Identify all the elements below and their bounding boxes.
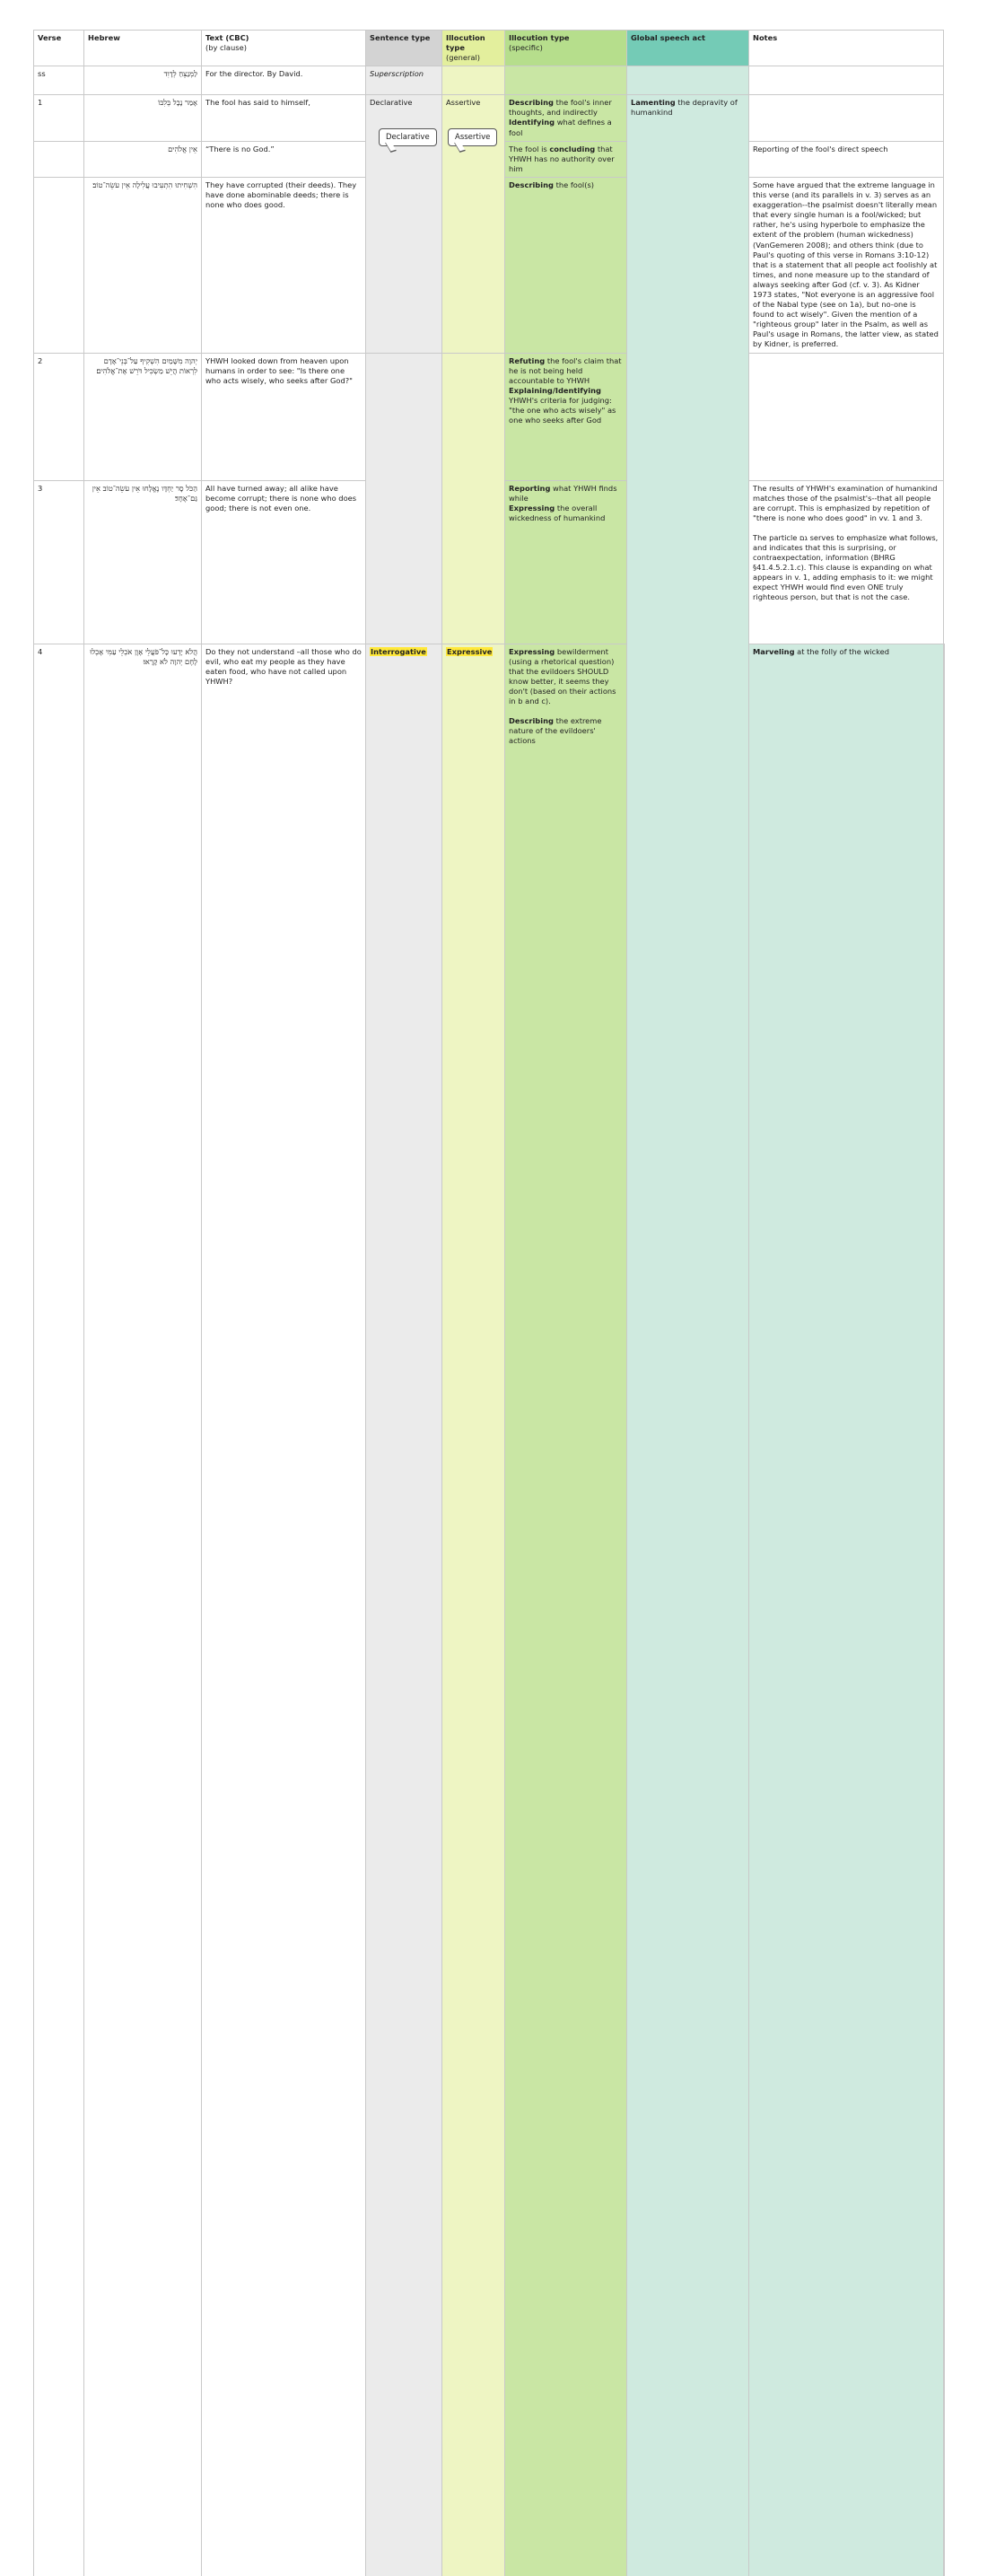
hebrew-cell: הַכֹּל סָר יַחְדָּו נֶאֱלָחוּ אֵין עֹשֵׂה־טוֹב אֵין גַּם־אֶחָד׃	[84, 480, 202, 644]
global-speech-act-cell	[749, 644, 944, 2576]
notes-paragraph: The particle גם serves to emphasize what follows, and indicates that this is surprising, or contraexpectation, information (BHRG §41.4.5.2.1.c). This clause is expanding on what appears in v. 1, adding emphasis to it: we might expect YHWH would find even ONE truly righteous person, but that is not the case.	[753, 532, 939, 602]
global-text: at the folly of the wicked	[794, 646, 889, 656]
specific-verb: concluding	[549, 144, 596, 153]
specific-verb: Identifying	[509, 118, 555, 127]
specific-text: what YHWH finds while	[509, 483, 617, 503]
header-text	[202, 31, 366, 66]
illocution-general-cell	[442, 353, 505, 644]
global-speech-act-cell	[627, 95, 749, 2576]
specific-text: the fool's claim that he is not being held accountable to YHWH	[509, 355, 622, 385]
table-row	[34, 66, 945, 95]
specific-verb: Describing	[509, 98, 554, 108]
header-row	[34, 31, 945, 66]
specific-verb: Expressing	[509, 503, 555, 513]
global-speech-act-cell	[627, 66, 749, 95]
specific-text: the extreme nature of the evildoers' actions	[509, 716, 602, 746]
speech-act-table	[33, 30, 945, 2576]
global-verb: Marveling	[753, 646, 795, 656]
header-illocution-general-sub: (general)	[446, 53, 481, 63]
text-cell: Do they not understand –all those who do evil, who eat my people as they have eaten food, who have not called upon YHWH?	[202, 644, 366, 2576]
header-notes: Notes	[749, 31, 944, 66]
sentence-type-cell: Declarative	[366, 95, 442, 353]
verse-cell: ss	[34, 66, 84, 95]
text-cell: For the director. By David.	[202, 66, 366, 95]
highlighted-value: Interrogative	[371, 646, 426, 656]
text-cell: They have corrupted (their deeds). They have done abominable deeds; there is none who does good.	[202, 177, 366, 353]
notes-cell	[749, 353, 944, 480]
notes-cell	[749, 95, 944, 141]
verse-cell: 1	[34, 95, 84, 141]
text-cell: “There is no God.”	[202, 141, 366, 177]
text-cell: All have turned away; all alike have become corrupt; there is none who does good; there is not even one.	[202, 480, 366, 644]
header-illocution-specific	[505, 31, 627, 66]
global-text: the depravity of humankind	[631, 98, 738, 118]
specific-paragraph	[509, 716, 623, 746]
assertive-comment-bubble: Assertive	[448, 128, 497, 146]
hebrew-cell: יְהוָה מִשָּׁמַיִם הִשְׁקִיף עַל־בְּנֵי־אָדָם לִרְאוֹת הֲיֵשׁ מַשְׂכִּיל דֹּרֵשׁ אֶת־אֱלֹהִים׃	[84, 353, 202, 480]
verse-cell: 4	[34, 644, 84, 2576]
notes-cell: Reporting of the fool's direct speech	[749, 141, 944, 177]
illocution-specific-cell	[505, 66, 627, 95]
illocution-general-cell	[442, 66, 505, 95]
header-text-label: Text (CBC)	[205, 33, 249, 42]
notes-paragraph: The results of YHWH's examination of humankind matches those of the psalmist's--that all people are corrupt. This is emphasized by repetition of "there is none who does good" in vv. 1 and 3.	[753, 483, 938, 522]
notes-cell	[749, 66, 944, 95]
header-illocution-specific-label: Illocution type	[509, 33, 570, 42]
sentence-type-cell	[366, 644, 442, 2576]
illocution-specific-cell	[505, 95, 627, 141]
illocution-specific-cell	[505, 141, 627, 177]
header-illocution-general	[442, 31, 505, 66]
highlighted-value: Expressive	[447, 646, 493, 656]
specific-verb: Describing	[509, 180, 554, 189]
notes-cell: Some have argued that the extreme language in this verse (and its parallels in v. 3) serves as an exaggeration--the psalmist doesn't literally mean that every single human is a fool/wicked; but rather, he's using hyperbole to emphasize the extent of the problem (human wickedness) (VanGemeren 2008); and others think (due to Paul's quoting of this verse in Romans 3:10-12) that is a statement that all people act foolishly at times, and none measure up to the standard of always seeking after God (cf. v. 3). As Kidner 1973 states, "Not everyone is an aggressive fool of the Nabal type (see on 1a), but no-one is found to act wisely". Given the mention of a "righteous group" later in the Psalm, as well as Paul's usage in Romans, the latter view, as stated by Kidner, is preferred.	[749, 177, 944, 353]
header-sentence-type: Sentence type	[366, 31, 442, 66]
header-global-speech-act: Global speech act	[627, 31, 749, 66]
header-text-sub: (by clause)	[205, 43, 247, 53]
global-verb: Lamenting	[631, 98, 676, 108]
hebrew-cell: הִשְׁחִיתוּ הִתְעִיבוּ עֲלִילָה אֵין עֹשֵׂה־טוֹב׃	[84, 177, 202, 353]
specific-text: the fool(s)	[553, 180, 595, 189]
text-cell: The fool has said to himself,	[202, 95, 366, 141]
specific-text: YHWH's criteria for judging: "the one who acts wisely" as one who seeks after God	[509, 395, 616, 425]
specific-verb: Describing	[509, 716, 554, 726]
verse-cell	[34, 141, 84, 177]
specific-text: the fool's inner thoughts, and indirectly	[509, 98, 612, 118]
specific-text: what defines a fool	[509, 118, 612, 137]
verse-cell: 2	[34, 353, 84, 480]
illocution-specific-cell	[505, 480, 627, 644]
verse-cell	[34, 177, 84, 353]
specific-text: The fool is	[509, 144, 550, 153]
text-cell: YHWH looked down from heaven upon humans in order to see: "Is there one who acts wisely, who seeks after God?"	[202, 353, 366, 480]
table-row	[34, 353, 945, 480]
sentence-type-value: Superscription	[370, 69, 424, 79]
illocution-specific-cell	[505, 644, 627, 2576]
illocution-general-cell: Assertive	[442, 95, 505, 353]
hebrew-cell: אָמַר נָבָל בְּלִבּוֹ	[84, 95, 202, 141]
specific-text: bewilderment (using a rhetorical question) that the evildoers SHOULD know better, it seems they don't (based on their actions in b and c).	[509, 646, 616, 705]
illocution-general-cell	[442, 644, 505, 2576]
specific-verb: Expressing	[509, 646, 555, 656]
illocution-specific-cell	[505, 177, 627, 353]
specific-verb: Explaining/Identifying	[509, 385, 601, 395]
specific-verb: Refuting	[509, 355, 546, 365]
illocution-specific-cell	[505, 353, 627, 480]
header-verse: Verse	[34, 31, 84, 66]
specific-verb: Reporting	[509, 483, 551, 493]
specific-paragraph	[509, 647, 623, 707]
sentence-type-cell	[366, 353, 442, 644]
header-illocution-specific-sub: (specific)	[509, 43, 543, 53]
notes-cell	[749, 480, 944, 644]
hebrew-cell: הֲלֹא יָדְעוּ כָּל־פֹּעֲלֵי אָוֶן אֹכְלֵי עַמִּי אָכְלוּ לֶחֶם יְהוָה לֹא קָרָאוּ׃	[84, 644, 202, 2576]
hebrew-cell: לַמְנַצֵּחַ לְדָוִד	[84, 66, 202, 95]
verse-cell: 3	[34, 480, 84, 644]
header-hebrew: Hebrew	[84, 31, 202, 66]
notes-cell	[944, 644, 945, 2576]
header-illocution-general-label: Illocution type	[446, 33, 485, 53]
hebrew-cell: אֵין אֱלֹהִים	[84, 141, 202, 177]
sentence-type-cell	[366, 66, 442, 95]
table-row	[34, 644, 945, 2576]
declarative-comment-bubble: Declarative	[379, 128, 437, 146]
specific-text: the overall wickedness of humankind	[509, 503, 606, 522]
specific-text: that YHWH has no authority over him	[509, 144, 615, 173]
